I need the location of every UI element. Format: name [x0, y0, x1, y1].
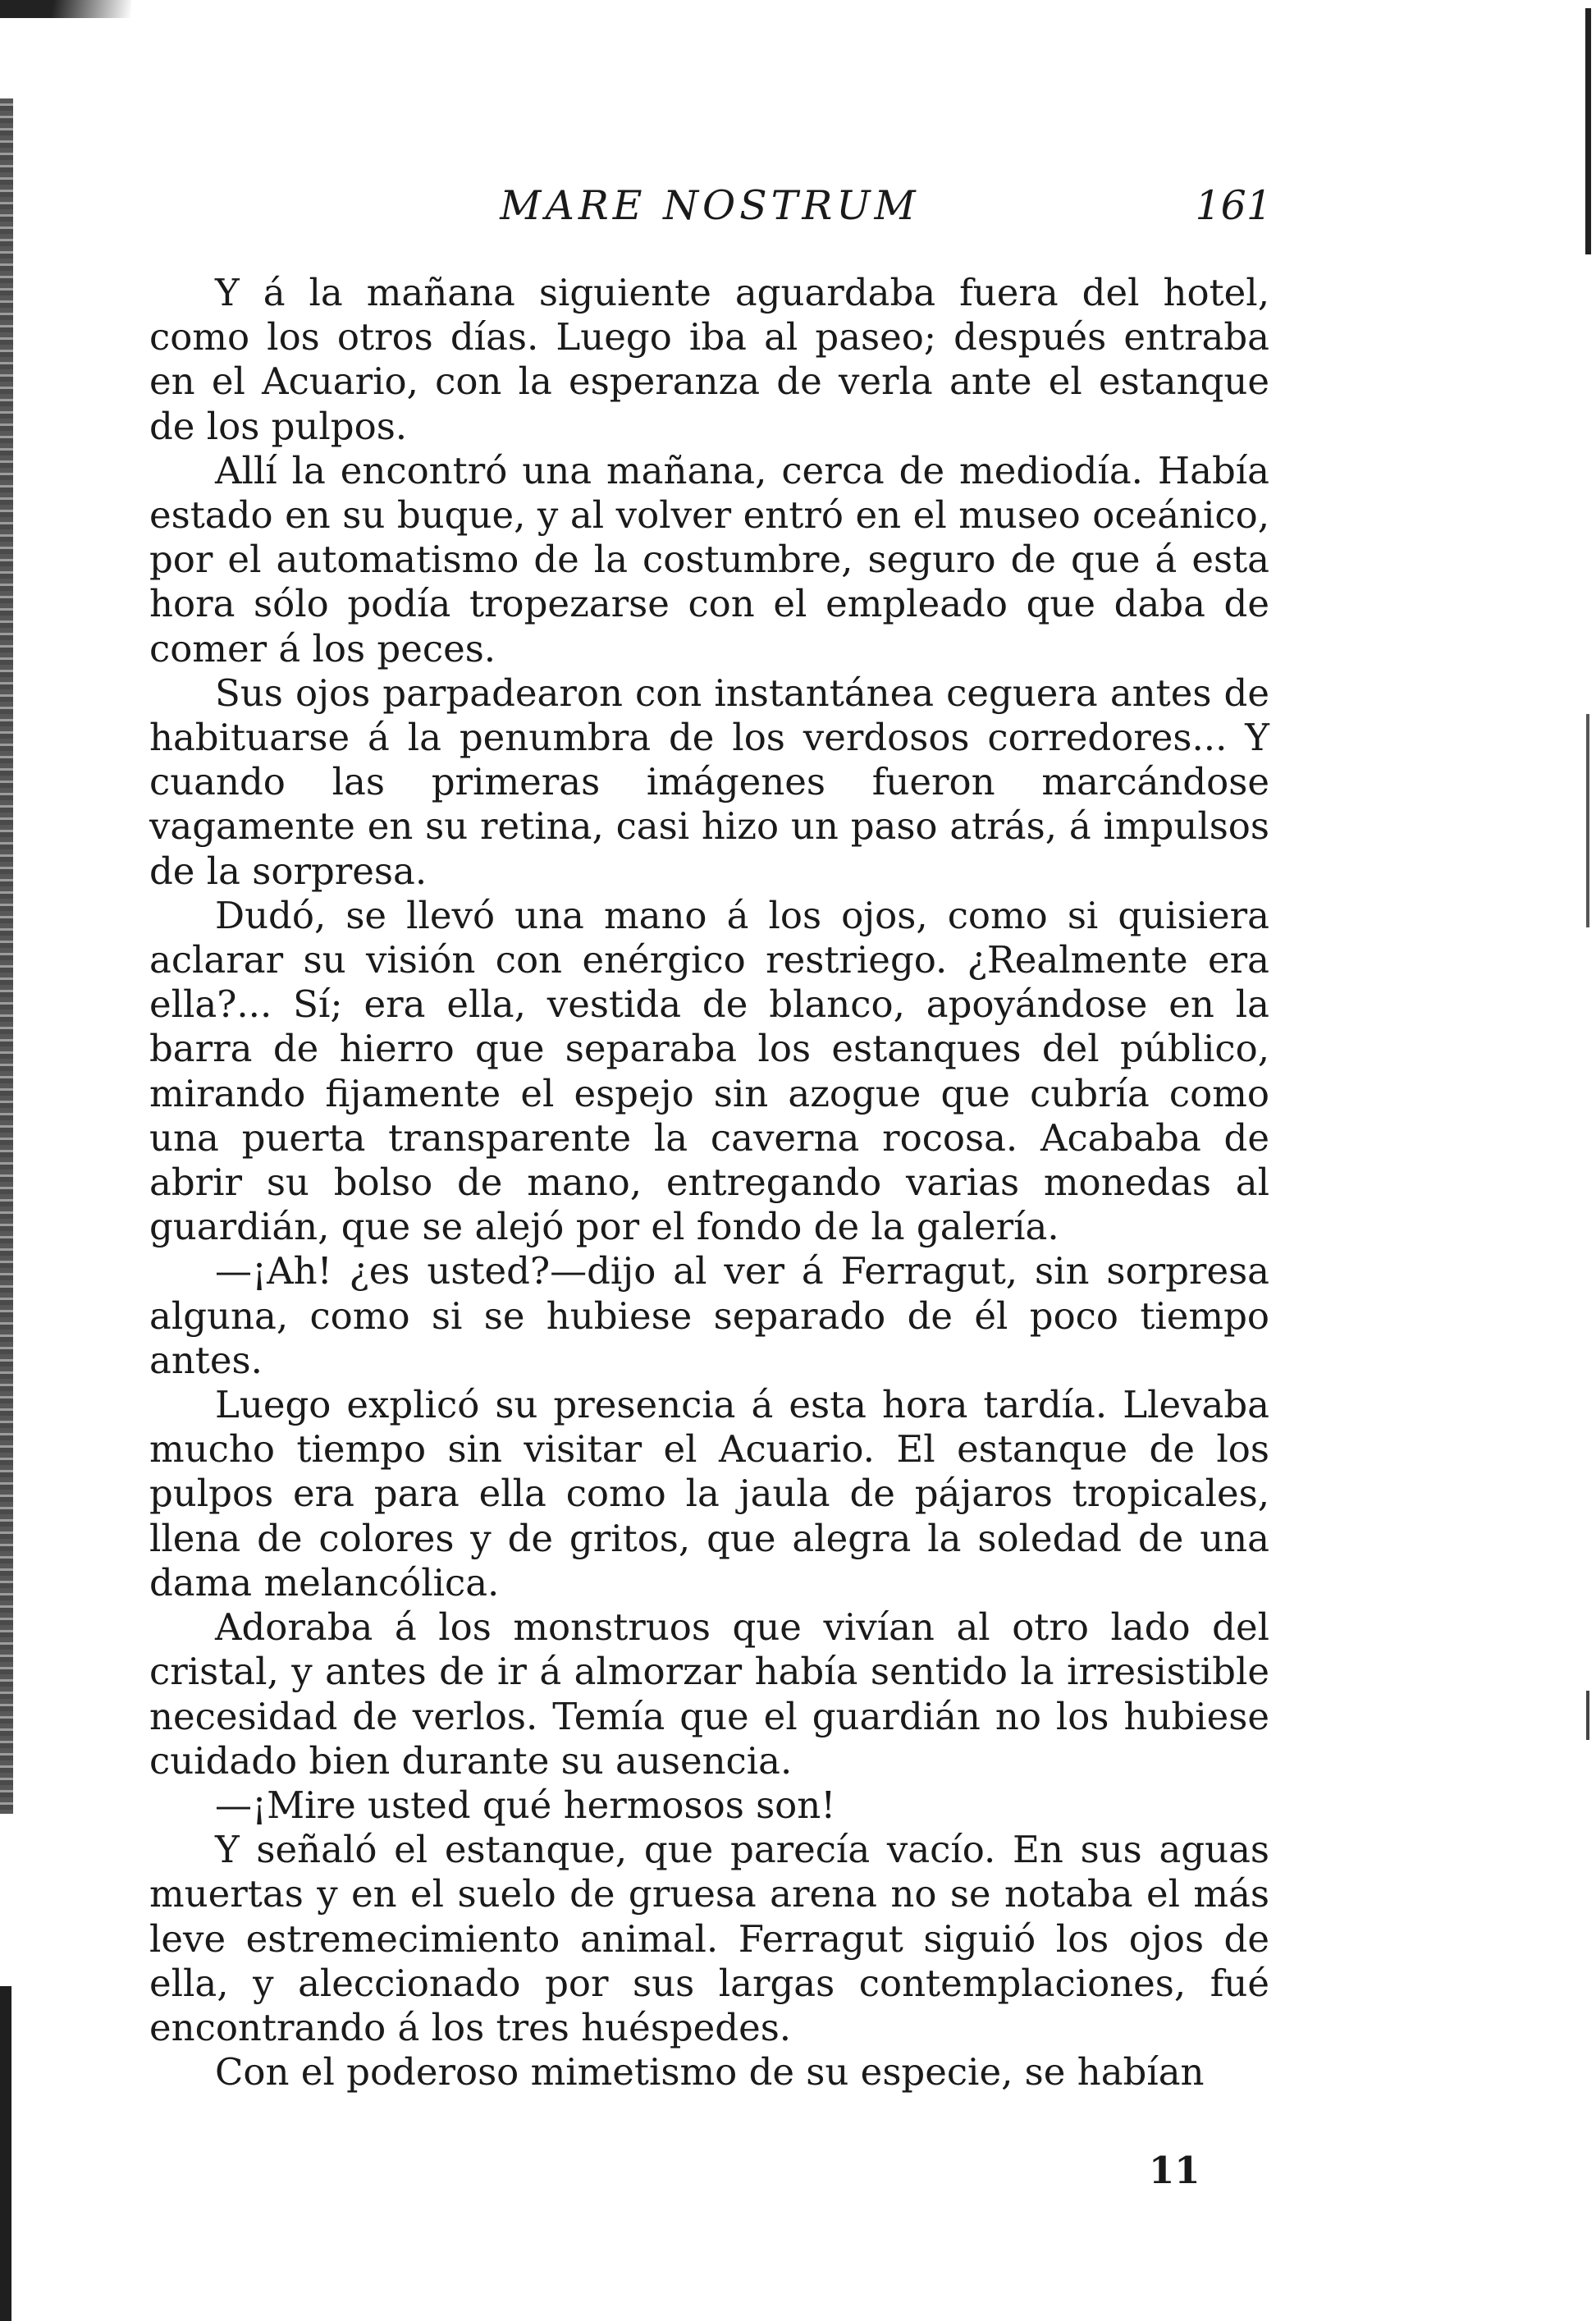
scan-edge-corner — [0, 0, 131, 18]
paragraph-1: Y á la mañana siguiente aguardaba fuera del hotel, como los otros días. Luego iba al paseo; después entraba en el Acuario, con la esperanza de verla ante el estanque de los pulpos. — [149, 271, 1269, 448]
body-text — [149, 271, 1269, 2094]
paragraph-2: Allí la encontró una mañana, cerca de mediodía. Había estado en su buque, y al volver entró en el museo oceánico, por el automatismo de la costumbre, seguro de que á esta hora sólo podía tropezarse con el empleado que daba de comer á los peces. — [149, 448, 1269, 671]
paragraph-9: Y señaló el estanque, que parecía vacío. En sus aguas muertas y en el suelo de gruesa arena no se notaba el más leve estremecimiento animal. Ferragut siguió los ojos de ella, y aleccionado por sus largas contemplaciones, fué encontrando á los tres huéspedes. — [149, 1828, 1269, 2049]
paragraph-5: —¡Ah! ¿es usted?—dijo al ver á Ferragut, sin sorpresa alguna, como si se hubiese separado de él poco tiempo antes. — [149, 1249, 1269, 1382]
scan-edge-left-lower — [0, 1986, 11, 2321]
paragraph-7: Adoraba á los monstruos que vivían al otro lado del cristal, y antes de ir á almorzar había sentido la irresistible necesidad de verlos. Temía que el guardián no los hubiese cuidado bien durante su ausencia. — [149, 1605, 1269, 1783]
paragraph-8: —¡Mire usted qué hermosos son! — [215, 1783, 836, 1827]
scan-edge-right-middle — [1586, 714, 1589, 927]
signature-mark: 11 — [1149, 2149, 1200, 2192]
page-header — [148, 182, 1272, 240]
paragraph-4: Dudó, se llevó una mano á los ojos, como si quisiera aclarar su visión con enérgico restriego. ¿Realmente era ella?... Sí; era ella, vestida de blanco, apoyándose en la barra de hierro que separaba los estanques del público, mirando fijamente el espejo sin azogue que cubría como una puerta transparente la caverna rocosa. Acababa de abrir su bolso de mano, entregando varias monedas al guardián, que se alejó por el fondo de la galería. — [149, 893, 1269, 1249]
running-title: MARE NOSTRUM — [500, 182, 920, 229]
page-number: 161 — [1195, 182, 1272, 229]
scan-edge-right-lower — [1586, 1691, 1589, 1740]
scan-edge-left — [0, 98, 13, 1814]
scan-edge-right — [1585, 8, 1591, 254]
paragraph-3: Sus ojos parpadearon con instantánea ceguera antes de habituarse á la penumbra de los verdosos corredores... Y cuando las primeras imágenes fueron marcándose vagamente en su retina, casi hizo un paso atrás, á impulsos de la sorpresa. — [149, 671, 1269, 893]
paragraph-10: Con el poderoso mimetismo de su especie, se habían — [215, 2050, 1205, 2094]
paragraph-6: Luego explicó su presencia á esta hora tardía. Llevaba mucho tiempo sin visitar el Acuario. El estanque de los pulpos era para ella como la jaula de pájaros tropicales, llena de colores y de gritos, que alegra la soledad de una dama melancólica. — [149, 1383, 1269, 1605]
